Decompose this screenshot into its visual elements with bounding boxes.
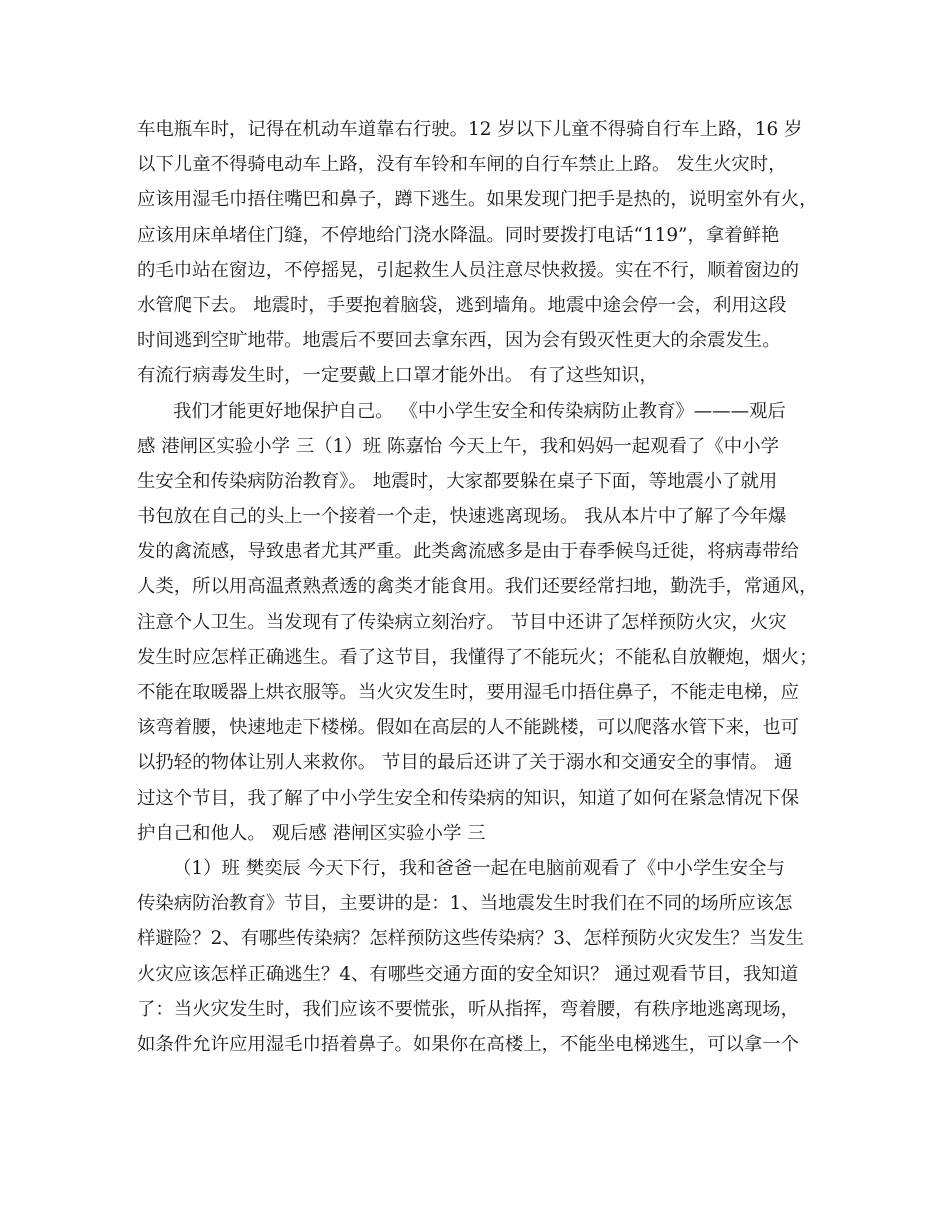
text-line: 应该用湿毛巾捂住嘴巴和鼻子，蹲下逃生。如果发现门把手是热的，说明室外有火， <box>137 189 818 211</box>
text-line: 应该用床单堵住门缝，不停地给门浇水降温。同时要拨打电话“119”，拿着鲜艳 <box>137 224 780 246</box>
text-line: 以扔轻的物体让别人来救你。 节目的最后还讲了关于溺水和交通安全的事情。 通 <box>137 752 793 774</box>
text-line: 传染病防治教育》节目，主要讲的是：1、当地震发生时我们在不同的场所应该怎 <box>137 893 793 915</box>
text-line: 的毛巾站在窗边，不停摇晃，引起救生人员注意尽快救援。实在不行，顺着窗边的 <box>137 259 800 281</box>
text-line: 书包放在自己的头上一个接着一个走，快速逃离现场。 我从本片中了解了今年爆 <box>137 506 787 528</box>
text-line: 该弯着腰，快速地走下楼梯。假如在高层的人不能跳楼，可以爬落水管下来，也可 <box>137 717 800 739</box>
text-line: 时间逃到空旷地带。地震后不要回去拿东西，因为会有毁灭性更大的余震发生。 <box>137 330 781 352</box>
text-line: 水管爬下去。 地震时，手要抱着脑袋，逃到墙角。地震中途会停一会，利用这段 <box>137 294 787 316</box>
text-line: 发生时应怎样正确逃生。看了这节目，我懂得了不能玩火；不能私自放鞭炮，烟火； <box>137 646 818 668</box>
text-line: 注意个人卫生。当发现有了传染病立刻治疗。 节目中还讲了怎样预防火灾，火灾 <box>137 611 787 633</box>
text-line: （1）班 樊奕辰 今天下行，我和爸爸一起在电脑前观看了《中小学生安全与 <box>173 857 785 879</box>
text-line: 护自己和他人。 观后感 港闸区实验小学 三 <box>137 822 486 844</box>
body-text <box>137 112 827 1062</box>
text-line: 发的禽流感，导致患者尤其严重。此类禽流感多是由于春季候鸟迁徙，将病毒带给 <box>137 541 800 563</box>
text-line: 我们才能更好地保护自己。 《中小学生安全和传染病防止教育》———观后 <box>173 400 786 422</box>
text-line: 感 港闸区实验小学 三（1）班 陈嘉怡 今天上午，我和妈妈一起观看了《中小学 <box>137 435 779 457</box>
text-line: 生安全和传染病防治教育》。 地震时，大家都要躲在桌子下面，等地震小了就用 <box>137 470 778 492</box>
text-line: 了：当火灾发生时，我们应该不要慌张，听从指挥，弯着腰，有秩序地逃离现场， <box>137 998 800 1020</box>
text-line: 如条件允许应用湿毛巾捂着鼻子。如果你在高楼上，不能坐电梯逃生，可以拿一个 <box>137 1033 800 1055</box>
text-line: 以下儿童不得骑电动车上路，没有车铃和车闸的自行车禁止上路。 发生火灾时， <box>137 154 787 176</box>
text-line: 不能在取暖器上烘衣服等。当火灾发生时，要用湿毛巾捂住鼻子，不能走电梯，应 <box>137 682 800 703</box>
text-line: 有流行病毒发生时，一定要戴上口罩才能外出。 有了这些知识， <box>137 365 658 387</box>
text-line: 过这个节目，我了解了中小学生安全和传染病的知识，知道了如何在紧急情况下保 <box>137 787 800 809</box>
text-line: 样避险？2、有哪些传染病？怎样预防这些传染病？3、怎样预防火灾发生？当发生 <box>137 928 805 950</box>
text-line: 火灾应该怎样正确逃生？4、有哪些交通方面的安全知识？ 通过观看节目，我知道 <box>137 963 799 985</box>
text-line: 车电瓶车时，记得在机动车道靠右行驶。12 岁以下儿童不得骑自行车上路，16 岁 <box>137 119 803 140</box>
text-line: 人类，所以用高温煮熟煮透的禽类才能食用。我们还要经常扫地，勤洗手，常通风， <box>137 576 818 598</box>
